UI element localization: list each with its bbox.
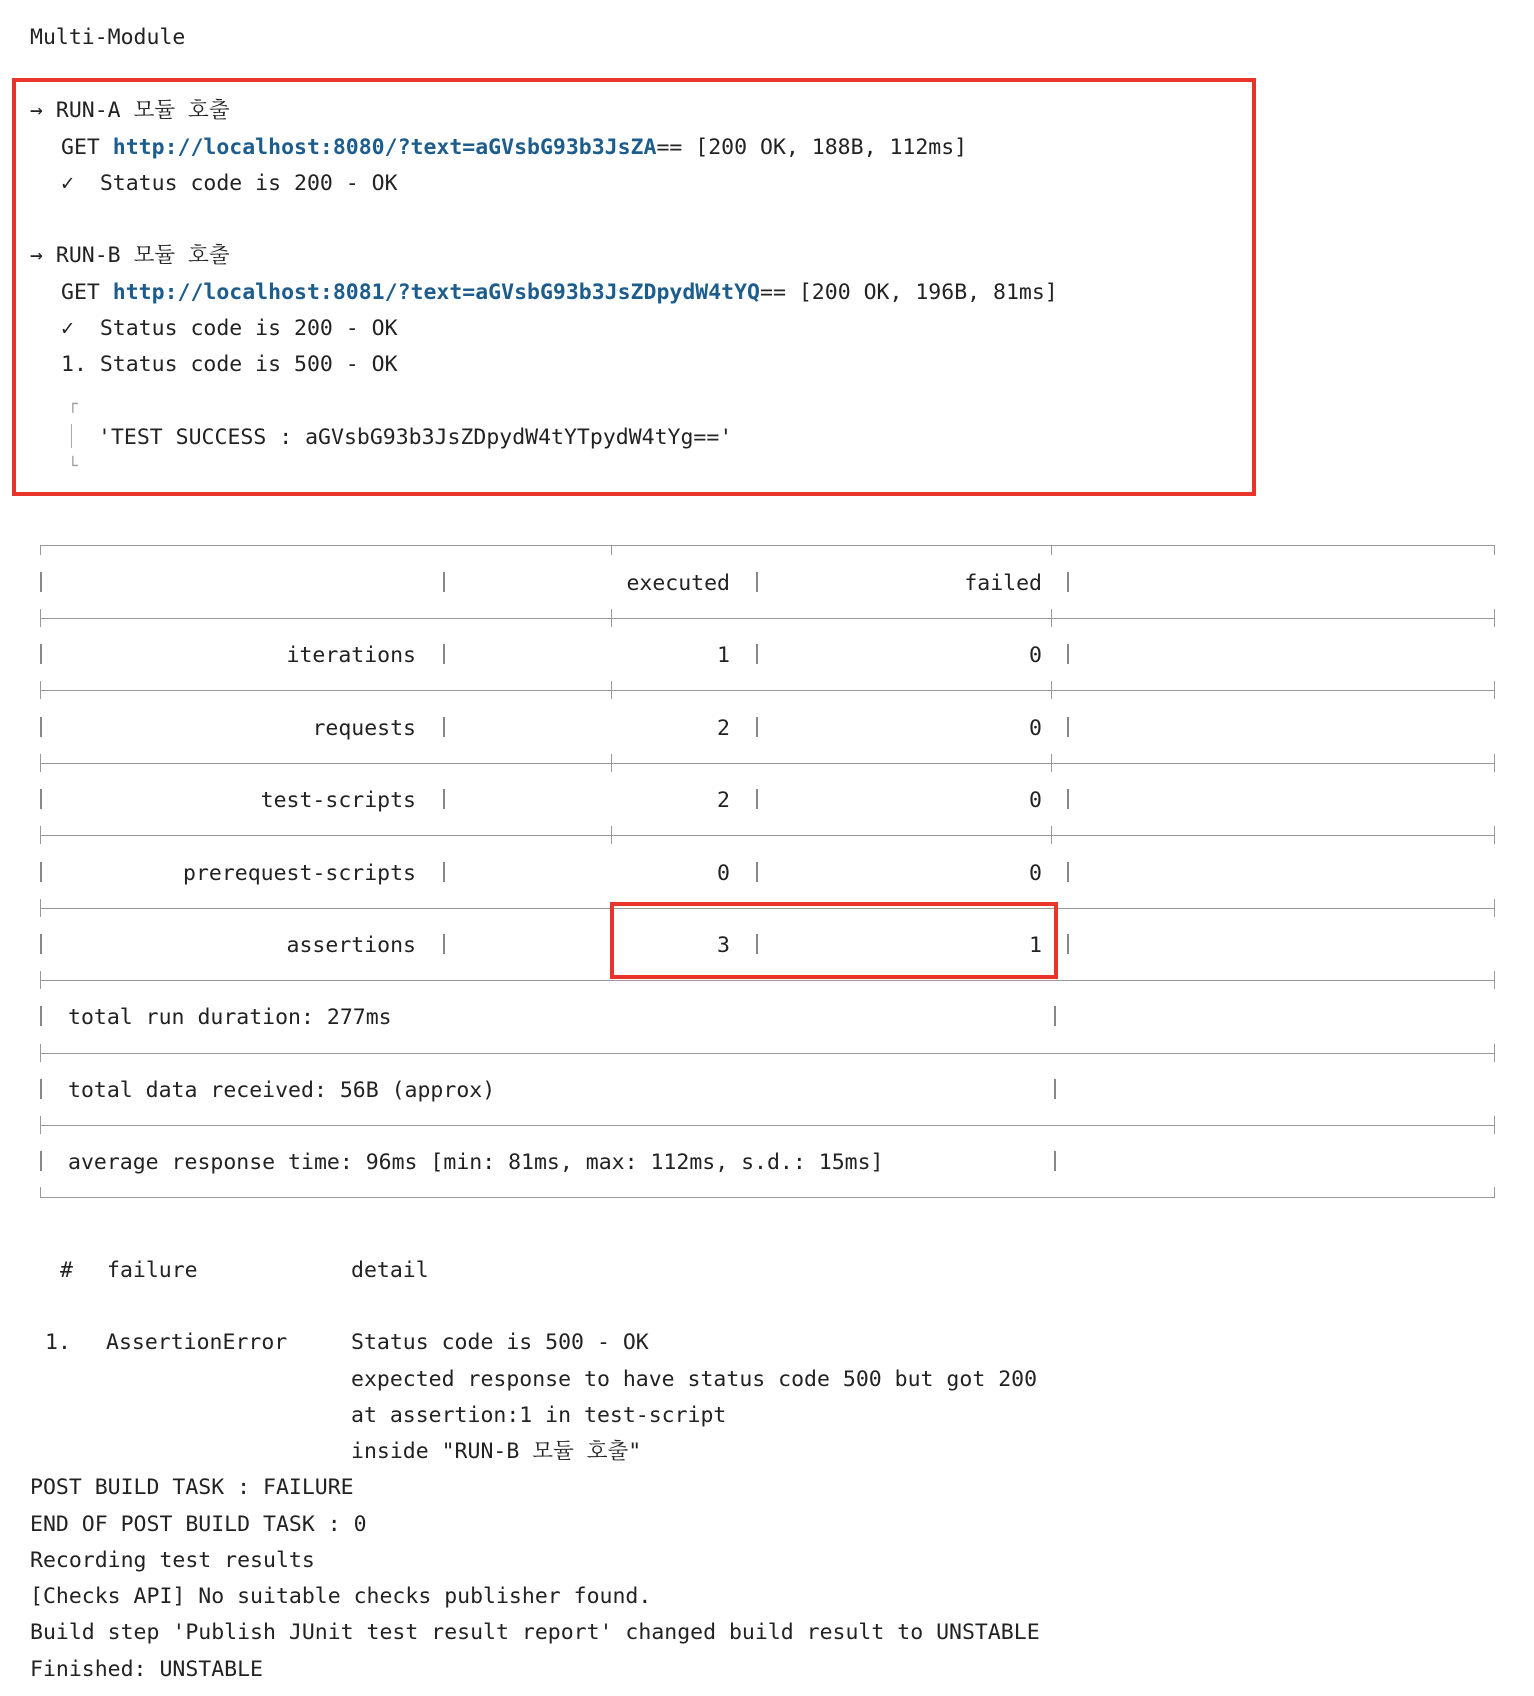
row-executed: 1 xyxy=(717,643,730,668)
failures-header-failure: failure xyxy=(107,1258,198,1283)
cell-divider xyxy=(1067,789,1069,809)
cell-divider xyxy=(1067,862,1069,882)
row-failed: 0 xyxy=(1029,861,1042,886)
table-tick xyxy=(1051,681,1052,699)
request-b-url-suffix: == xyxy=(760,280,786,305)
failures-header-detail: detail xyxy=(351,1258,429,1283)
table-tick xyxy=(40,971,41,989)
table-tick xyxy=(1494,1187,1495,1197)
request-a-assertion-1 xyxy=(61,172,398,196)
row-label: assertions xyxy=(286,933,416,958)
cell-divider xyxy=(40,1151,42,1171)
request-a-meta: [200 OK, 188B, 112ms] xyxy=(695,135,968,160)
table-tick xyxy=(40,754,41,772)
header-executed: executed xyxy=(626,571,730,596)
table-rule xyxy=(40,690,1495,691)
cell-divider xyxy=(443,862,445,882)
table-tick xyxy=(40,1044,41,1062)
request-b-meta: [200 OK, 196B, 81ms] xyxy=(798,280,1058,305)
request-b-assertion-2 xyxy=(61,353,398,377)
table-tick xyxy=(40,826,41,844)
row-failed: 0 xyxy=(1029,788,1042,813)
table-tick xyxy=(1051,754,1052,772)
table-tick xyxy=(1494,1116,1495,1134)
log-title: Multi-Module xyxy=(30,25,186,50)
table-rule xyxy=(40,1053,1495,1054)
response-body: 'TEST SUCCESS : aGVsbG93b3JsZDpydW4tYTpydW4tYg==' xyxy=(98,425,733,450)
cell-divider xyxy=(756,644,758,664)
row-failed: 0 xyxy=(1029,643,1042,668)
assertion-text: Status code is 500 - OK xyxy=(99,352,398,377)
failure-type: AssertionError xyxy=(106,1330,288,1355)
cell-divider xyxy=(40,789,42,809)
table-tick xyxy=(40,1116,41,1134)
table-tick xyxy=(1494,609,1495,627)
cell-divider xyxy=(443,644,445,664)
table-tick xyxy=(40,609,41,627)
table-tick xyxy=(611,545,612,555)
total-run-duration: total run duration: 277ms xyxy=(68,1005,392,1030)
cell-divider xyxy=(756,862,758,882)
table-tick xyxy=(40,681,41,699)
cell-divider xyxy=(1054,1006,1056,1026)
cell-divider xyxy=(40,1006,42,1026)
log-line: Finished: UNSTABLE xyxy=(30,1657,263,1682)
request-a-line xyxy=(61,136,967,160)
failed-assertion-number: 1. xyxy=(61,352,87,377)
table-tick xyxy=(1494,681,1495,699)
cell-divider xyxy=(443,789,445,809)
arrow-icon: → xyxy=(30,98,43,123)
failure-detail-line: at assertion:1 in test-script xyxy=(351,1403,727,1428)
cell-divider xyxy=(40,572,42,592)
table-tick xyxy=(40,545,41,555)
failure-number: 1. xyxy=(45,1330,71,1355)
table-tick xyxy=(1494,899,1495,917)
average-response-time: average response time: 96ms [min: 81ms, max: 112ms, s.d.: 15ms] xyxy=(68,1150,884,1175)
cell-divider xyxy=(1067,572,1069,592)
table-tick xyxy=(40,1187,41,1197)
table-rule xyxy=(40,618,1495,619)
assertions-highlight-box xyxy=(610,902,1058,979)
request-a-url-suffix: == xyxy=(656,135,683,160)
assertion-text: Status code is 200 - OK xyxy=(99,171,398,196)
request-b-name: RUN-B 모듈 호출 xyxy=(55,243,230,268)
cell-divider xyxy=(443,572,445,592)
table-tick xyxy=(611,681,612,699)
bracket-bottom-icon: └ xyxy=(68,456,78,475)
row-label: prerequest-scripts xyxy=(183,861,416,886)
table-tick xyxy=(1494,1044,1495,1062)
cell-divider xyxy=(1054,1079,1056,1099)
table-tick xyxy=(1494,971,1495,989)
table-rule xyxy=(40,763,1495,764)
table-rule xyxy=(40,835,1495,836)
row-failed: 0 xyxy=(1029,716,1042,741)
table-tick xyxy=(1494,754,1495,772)
cell-divider xyxy=(1054,1151,1056,1171)
row-executed: 3 xyxy=(717,933,730,958)
table-rule xyxy=(40,1125,1495,1126)
cell-divider xyxy=(40,862,42,882)
log-line: [Checks API] No suitable checks publisher found. xyxy=(30,1584,652,1609)
row-executed: 0 xyxy=(717,861,730,886)
failure-detail-line: inside "RUN-B 모듈 호출" xyxy=(351,1439,642,1464)
log-line: POST BUILD TASK : FAILURE xyxy=(30,1475,354,1500)
row-executed: 2 xyxy=(717,788,730,813)
table-tick xyxy=(1494,545,1495,555)
assertion-text: Status code is 200 - OK xyxy=(99,316,398,341)
table-tick xyxy=(611,609,612,627)
request-a-url[interactable]: http://localhost:8080/?text=aGVsbG93b3JsZA xyxy=(112,135,657,160)
request-b-url[interactable]: http://localhost:8081/?text=aGVsbG93b3JsZDpydW4tYQ xyxy=(112,280,761,305)
row-failed: 1 xyxy=(1029,933,1042,958)
cell-divider xyxy=(443,717,445,737)
check-icon: ✓ xyxy=(61,316,74,341)
failure-detail-line: expected response to have status code 500 but got 200 xyxy=(351,1367,1038,1392)
check-icon: ✓ xyxy=(61,171,74,196)
table-rule xyxy=(40,980,1495,981)
cell-divider xyxy=(443,934,445,954)
cell-divider xyxy=(756,572,758,592)
cell-divider xyxy=(1067,934,1069,954)
bracket-side xyxy=(71,424,72,448)
request-a-name: RUN-A 모듈 호출 xyxy=(55,98,230,123)
table-tick xyxy=(1051,609,1052,627)
table-rule xyxy=(40,1197,1495,1198)
arrow-icon: → xyxy=(30,243,43,268)
row-executed: 2 xyxy=(717,716,730,741)
header-failed: failed xyxy=(964,571,1042,596)
cell-divider xyxy=(756,717,758,737)
log-line: END OF POST BUILD TASK : 0 xyxy=(30,1512,367,1537)
request-b-line xyxy=(61,281,1058,305)
table-tick xyxy=(1051,826,1052,844)
table-tick xyxy=(611,826,612,844)
request-b-assertion-1 xyxy=(61,317,398,341)
table-tick xyxy=(1494,826,1495,844)
request-a-header xyxy=(30,99,230,123)
table-tick xyxy=(611,754,612,772)
row-label: iterations xyxy=(286,643,416,668)
table-rule xyxy=(40,545,1495,546)
table-tick xyxy=(40,899,41,917)
cell-divider xyxy=(40,644,42,664)
log-line: Build step 'Publish JUnit test result report' changed build result to UNSTABLE xyxy=(30,1620,1040,1645)
request-a-method: GET xyxy=(61,135,100,160)
failure-detail-line: Status code is 500 - OK xyxy=(351,1330,649,1355)
cell-divider xyxy=(1067,644,1069,664)
bracket-top-icon: ┌ xyxy=(68,394,78,413)
row-label: test-scripts xyxy=(260,788,416,813)
cell-divider xyxy=(40,1079,42,1099)
cell-divider xyxy=(40,934,42,954)
cell-divider xyxy=(1067,717,1069,737)
log-line: Recording test results xyxy=(30,1548,315,1573)
cell-divider xyxy=(756,789,758,809)
row-label: requests xyxy=(312,716,416,741)
total-data-received: total data received: 56B (approx) xyxy=(68,1078,496,1103)
request-b-method: GET xyxy=(61,280,100,305)
request-b-header xyxy=(30,244,230,268)
table-tick xyxy=(1051,545,1052,555)
cell-divider xyxy=(40,717,42,737)
failures-header-num: # xyxy=(60,1258,73,1283)
